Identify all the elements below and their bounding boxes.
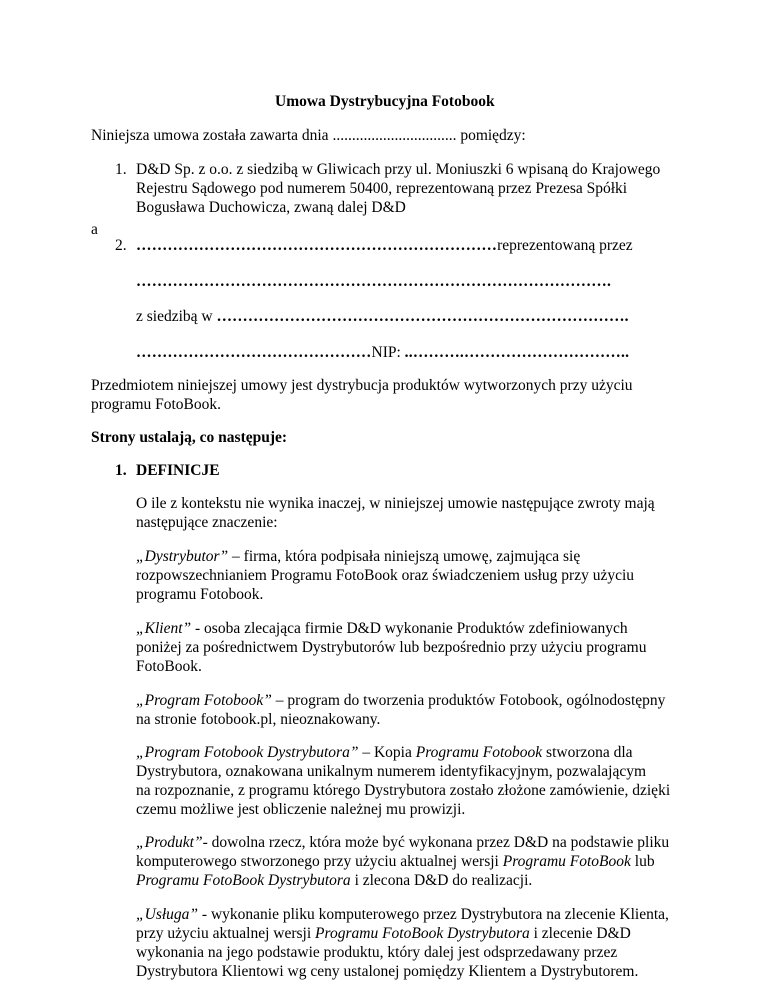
definition-text: na stronie fotobook.pl, nieoznakowany. [136, 711, 381, 728]
definition-text: komputerowego stworzonego przy użyciu aktualnej wersji [136, 853, 503, 870]
party2-nip-label: NIP: [371, 344, 401, 361]
definition-term: „Dystrybutor” [136, 548, 229, 565]
definition-text: – program do tworzenia produktów Fotobook, ogólnodostępny [271, 692, 666, 709]
definition-text: przy użyciu aktualnej wersji [136, 925, 316, 942]
definition-term: „Program Fotobook” [136, 692, 272, 709]
definition-text: rozpowszechnianiem Programu FotoBook oraz świadczeniem usług przy użyciu [136, 567, 635, 584]
party2-blank-seat: ……………………………………………………………………. [216, 308, 629, 325]
definition-text: Dystrybutora, oznakowana unikalnym numerem identyfikacyjnym, pozwalającym [136, 763, 647, 780]
definition-text: wykonania na jego podstawie produktu, który dalej jest odsprzedawany przez [136, 944, 618, 961]
intro-line: Niniejsza umowa została zawarta dnia ................................ pomiędzy: [91, 127, 526, 144]
party2-blank-name: …………………………………………………………… [136, 237, 498, 254]
party1-line: Bogusława Duchowicza, zwaną dalej D&D [136, 199, 406, 216]
definition-text: poniżej za pośrednictwem Dystrybutorów lub bezpośrednio przy użyciu programu [136, 639, 647, 656]
definition-text: Dystrybutora Klientowi wg ceny ustalonej pomiędzy Klientem a Dystrybutorem. [136, 963, 639, 980]
section-intro-line: O ile z kontekstu nie wynika inaczej, w niniejszej umowie następujące zwroty mają [136, 495, 655, 512]
party2-seat-label: z siedzibą w [136, 308, 213, 325]
section-intro-line: następujące znaczenie: [136, 514, 278, 531]
party2-represented-label: reprezentowaną przez [497, 237, 633, 254]
definition-text: czemu możliwe jest obliczenie należnej mu prowizji. [136, 801, 466, 818]
party1-number: 1. [115, 161, 127, 178]
definition-text: lub [630, 853, 655, 870]
definition-term: „Produkt” [136, 834, 203, 851]
definition-text: programu Fotobook. [136, 586, 264, 603]
definition-text: – firma, która podpisała niniejszą umowę, zajmująca się [228, 548, 581, 565]
definition-text: – Kopia [358, 744, 416, 761]
definition-text: na rozpoznanie, z programu którego Dystrybutora zostało złożone zamówienie, dzięki [136, 782, 671, 799]
section-title: DEFINICJE [136, 462, 220, 479]
definition-emphasis: Programu FotoBook Dystrybutora [315, 925, 530, 942]
definition-term: „Usługa” [136, 906, 199, 923]
definition-emphasis: Programu Fotobook [415, 744, 543, 761]
party2-blank-nip: ..……….………………………….. [404, 344, 630, 361]
section-number: 1. [115, 462, 127, 479]
agreement-heading: Strony ustalają, co następuje: [91, 429, 288, 446]
definition-text: i zlecona D&D do realizacji. [350, 872, 533, 889]
purpose-line: programu FotoBook. [91, 396, 222, 413]
conjunction-a: a [91, 221, 98, 238]
party2-blank-address: ……………………………………… [136, 344, 372, 361]
party1-line: Rejestru Sądowego pod numerem 50400, reprezentowaną przez Prezesa Spółki [136, 180, 628, 197]
definition-text: FotoBook. [136, 658, 202, 675]
definition-emphasis: Programu FotoBook [502, 853, 631, 870]
purpose-line: Przedmiotem niniejszej umowy jest dystrybucja produktów wytworzonych przy użyciu [91, 377, 633, 394]
definition-emphasis: Programu FotoBook Dystrybutora [136, 872, 351, 889]
party2-blank-representative: ………………………………………………………………………………. [136, 273, 612, 290]
definition-text: stworzona dla [542, 744, 633, 761]
definition-text: - osoba zlecająca firmie D&D wykonanie Produktów zdefiniowanych [191, 620, 628, 637]
definition-text: i zlecenie D&D [529, 925, 631, 942]
definition-term: „Program Fotobook Dystrybutora” [136, 744, 359, 761]
definition-text: - dowolna rzecz, która może być wykonana przez D&D na podstawie pliku [202, 834, 670, 851]
definition-term: „Klient” [136, 620, 192, 637]
party2-number: 2. [115, 237, 127, 254]
party1-line: D&D Sp. z o.o. z siedzibą w Gliwicach przy ul. Moniuszki 6 wpisaną do Krajowego [136, 161, 661, 178]
definition-text: - wykonanie pliku komputerowego przez Dystrybutora na zlecenie Klienta, [198, 906, 669, 923]
document-title: Umowa Dystrybucyjna Fotobook [275, 93, 495, 110]
